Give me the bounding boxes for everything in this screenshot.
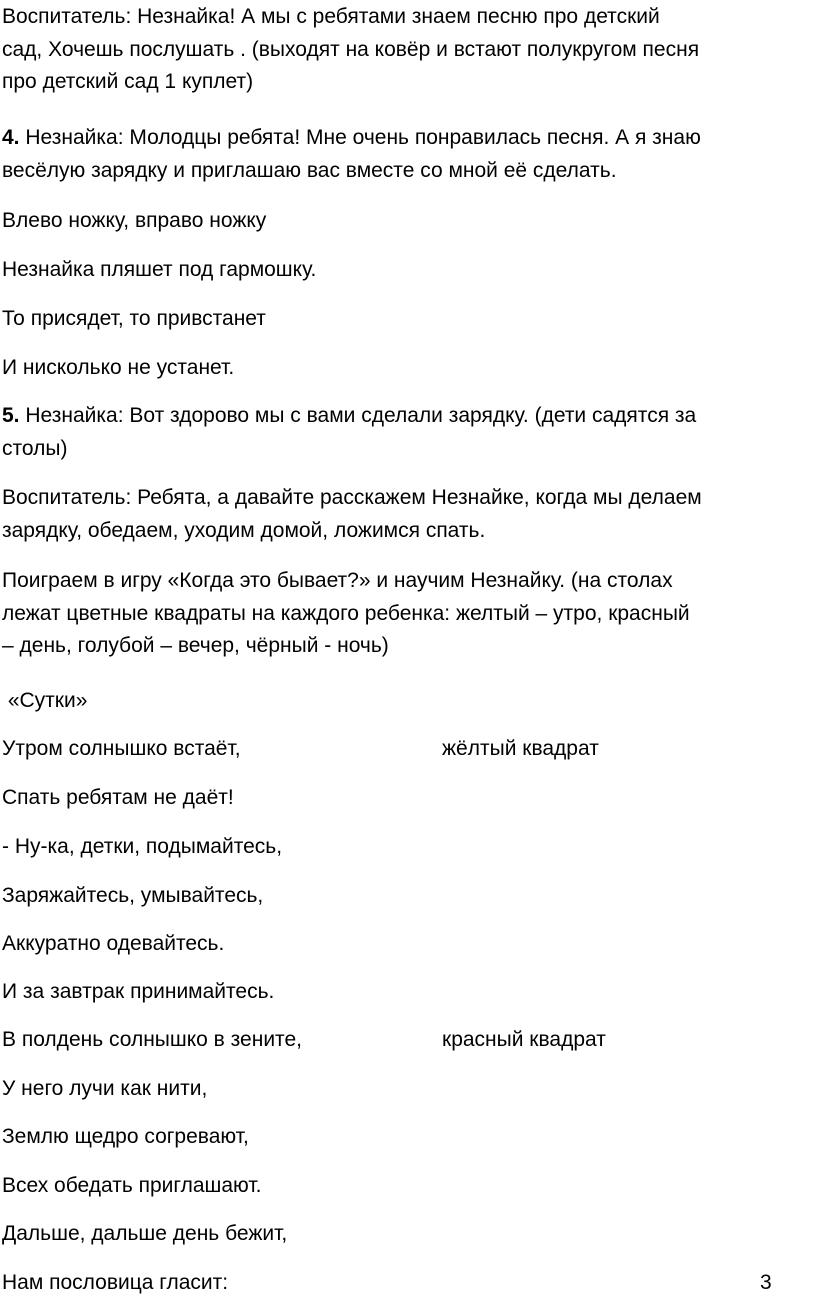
text-line: Незнайка: Молодцы ребята! Мне очень понравилась песня. А я знаю	[19, 126, 701, 149]
poem-title: «Сутки»	[2, 689, 88, 712]
paragraph-educator-tell	[2, 482, 814, 547]
text-line: Воспитатель: Незнайка! А мы с ребятами знаем песню про детский	[2, 5, 660, 28]
poem-line: Заряжайтесь, умывайтесь,	[2, 884, 264, 907]
poem-line	[2, 1024, 814, 1057]
poem-line: Дальше, дальше день бежит,	[2, 1222, 288, 1245]
verse-line: То присядет, то привстанет	[2, 307, 266, 330]
poem-line: - Ну-ка, детки, подымайтесь,	[2, 835, 283, 858]
poem-line: У него лучи как нити,	[2, 1077, 208, 1100]
text-line: весёлую зарядку и приглашаю вас вместе со мной её сделать.	[2, 158, 617, 182]
text-line: столы)	[2, 436, 68, 460]
poem-line: И за завтрак принимайтесь.	[2, 980, 275, 1003]
text-line: Поиграем в игру «Когда это бывает?» и научим Незнайку. (на столах	[2, 569, 673, 592]
poem-line: Всех обедать приглашают.	[2, 1174, 262, 1197]
text-line: Воспитатель: Ребята, а давайте расскажем Незнайке, когда мы делаем	[2, 486, 702, 509]
square-color-yellow: жёлтый квадрат	[442, 737, 599, 760]
text-line: про детский сад 1 куплет)	[2, 70, 254, 93]
poem-text: В полдень солнышко в зените,	[2, 1028, 302, 1051]
item-number-4: 4.	[2, 126, 20, 149]
poem-line: Спать ребятам не даёт!	[2, 786, 234, 809]
square-color-red: красный квадрат	[442, 1028, 606, 1051]
poem-line	[2, 733, 814, 766]
text-line: Незнайка: Вот здорово мы с вами сделали зарядку. (дети садятся за	[19, 404, 697, 427]
poem-line: Землю щедро согревают,	[2, 1125, 249, 1148]
poem-text: Утром солнышко встаёт,	[2, 737, 241, 760]
text-line: сад, Хочешь послушать . (выходят на ковёр и встают полукругом песня	[2, 37, 700, 61]
item-number-5: 5.	[2, 404, 20, 427]
poem-line	[2, 1267, 814, 1300]
paragraph-game	[2, 565, 814, 663]
paragraph-5-exercise-done	[2, 400, 814, 465]
poem-text: Нам пословица гласит:	[2, 1271, 229, 1294]
text-line: зарядку, обедаем, уходим домой, ложимся спать.	[2, 518, 486, 542]
verse-line: Незнайка пляшет под гармошку.	[2, 258, 317, 281]
text-line: – день, голубой – вечер, чёрный - ночь)	[2, 634, 389, 657]
verse-line: Влево ножку, вправо ножку	[2, 209, 267, 232]
page-number: 3	[760, 1271, 772, 1294]
paragraph-4-exercise	[2, 122, 814, 187]
poem-line: Аккуратно одевайтесь.	[2, 932, 225, 955]
text-line: лежат цветные квадраты на каждого ребенка: желтый – утро, красный	[2, 601, 690, 625]
verse-line: И нисколько не устанет.	[2, 356, 235, 379]
paragraph-educator-song	[2, 1, 814, 99]
